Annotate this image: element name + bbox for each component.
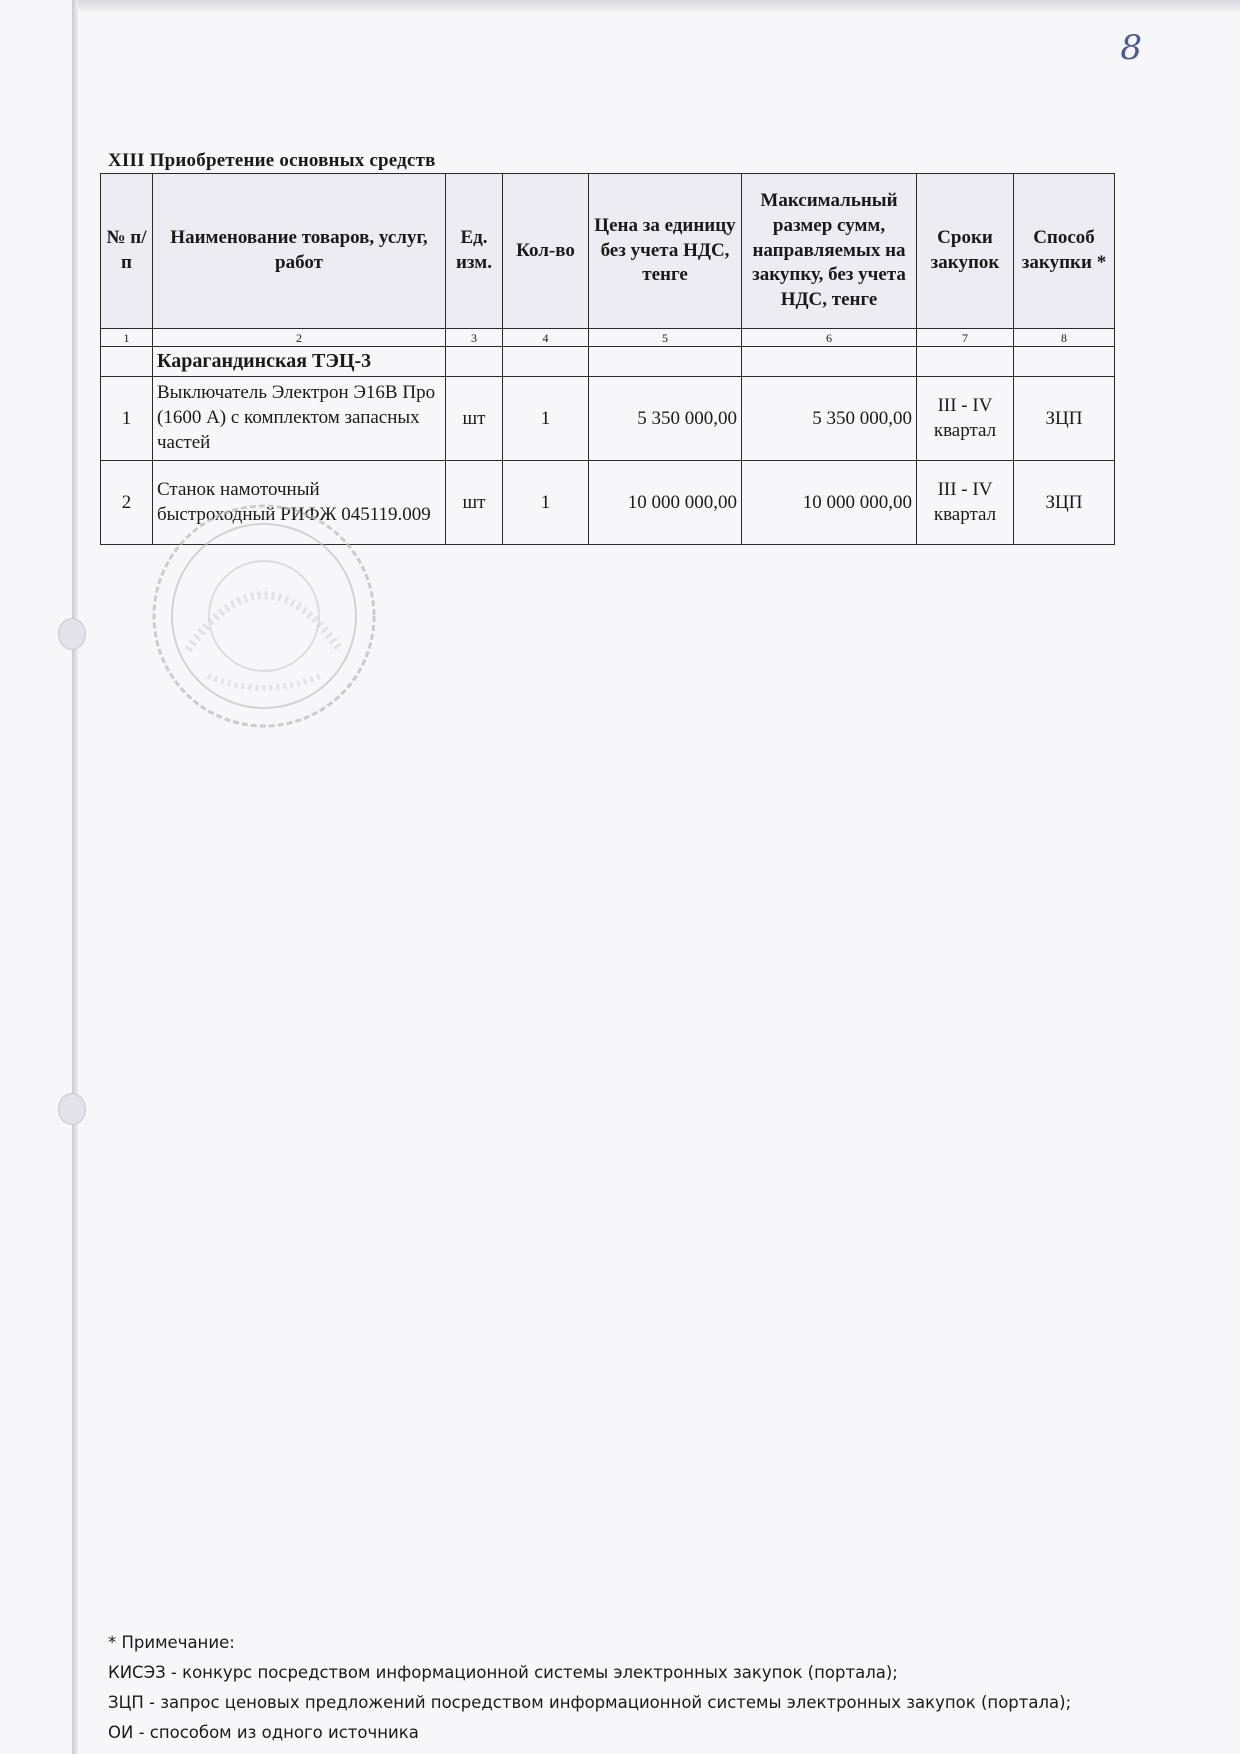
header-cell-term: Сроки закупок: [917, 174, 1014, 329]
column-number: 4: [503, 329, 589, 347]
group-name: Карагандинская ТЭЦ-3: [153, 347, 446, 377]
item-name: Выключатель Электрон Э16В Про (1600 А) с комплектом запасных частей: [153, 377, 446, 461]
page-left-edge: [72, 0, 78, 1754]
footnote-line: ОИ - способом из одного источника: [108, 1723, 419, 1742]
table-group-row: [101, 347, 1115, 377]
group-empty-cell: [917, 347, 1014, 377]
section-title: XIII Приобретение основных средств: [108, 150, 436, 171]
punch-hole-top: [58, 618, 86, 650]
footnote-line: КИСЭЗ - конкурс посредством информационной системы электронных закупок (портала);: [108, 1663, 898, 1682]
table-row: [101, 377, 1115, 461]
row-number: 1: [101, 377, 153, 461]
group-empty-cell: [503, 347, 589, 377]
item-unit: шт: [446, 461, 503, 545]
handwritten-page-number: 8: [1120, 28, 1142, 68]
item-method: ЗЦП: [1014, 461, 1115, 545]
item-max-amount: 5 350 000,00: [742, 377, 917, 461]
group-empty-cell: [589, 347, 742, 377]
item-unit: шт: [446, 377, 503, 461]
column-number: 8: [1014, 329, 1115, 347]
column-number-row: [101, 329, 1115, 347]
group-empty-cell: [742, 347, 917, 377]
column-number: 3: [446, 329, 503, 347]
group-empty-cell: [446, 347, 503, 377]
header-cell-max-amount: Максимальный размер сумм, направляемых на закупку, без учета НДС, тенге: [742, 174, 917, 329]
item-term: III - IV квартал: [917, 461, 1014, 545]
item-price: 10 000 000,00: [589, 461, 742, 545]
punch-hole-bottom: [58, 1093, 86, 1125]
item-term: III - IV квартал: [917, 377, 1014, 461]
footnote: [108, 1628, 1071, 1748]
group-empty-cell: [1014, 347, 1115, 377]
header-cell-method: Способ закупки *: [1014, 174, 1115, 329]
procurement-table: [100, 173, 1115, 545]
column-number: 5: [589, 329, 742, 347]
column-number: 7: [917, 329, 1014, 347]
item-qty: 1: [503, 461, 589, 545]
column-number: 2: [153, 329, 446, 347]
column-number: 1: [101, 329, 153, 347]
header-cell-price: Цена за единицу без учета НДС, тенге: [589, 174, 742, 329]
header-cell-name: Наименование товаров, услуг, работ: [153, 174, 446, 329]
item-price: 5 350 000,00: [589, 377, 742, 461]
item-method: ЗЦП: [1014, 377, 1115, 461]
footnote-line: ЗЦП - запрос ценовых предложений посредством информационной системы электронных закупок (портала);: [108, 1693, 1072, 1712]
item-qty: 1: [503, 377, 589, 461]
table-header-row: [101, 174, 1115, 329]
footnote-title: * Примечание:: [108, 1633, 235, 1652]
item-name: Станок намоточный быстроходный РИФЖ 045119.009: [153, 461, 446, 545]
header-cell-qty: Кол-во: [503, 174, 589, 329]
row-number: 2: [101, 461, 153, 545]
column-number: 6: [742, 329, 917, 347]
group-empty-cell: [101, 347, 153, 377]
header-cell-number: № п/п: [101, 174, 153, 329]
faded-stamp-seal: [148, 500, 380, 732]
item-max-amount: 10 000 000,00: [742, 461, 917, 545]
scan-top-shadow: [78, 0, 1240, 14]
header-cell-unit: Ед. изм.: [446, 174, 503, 329]
